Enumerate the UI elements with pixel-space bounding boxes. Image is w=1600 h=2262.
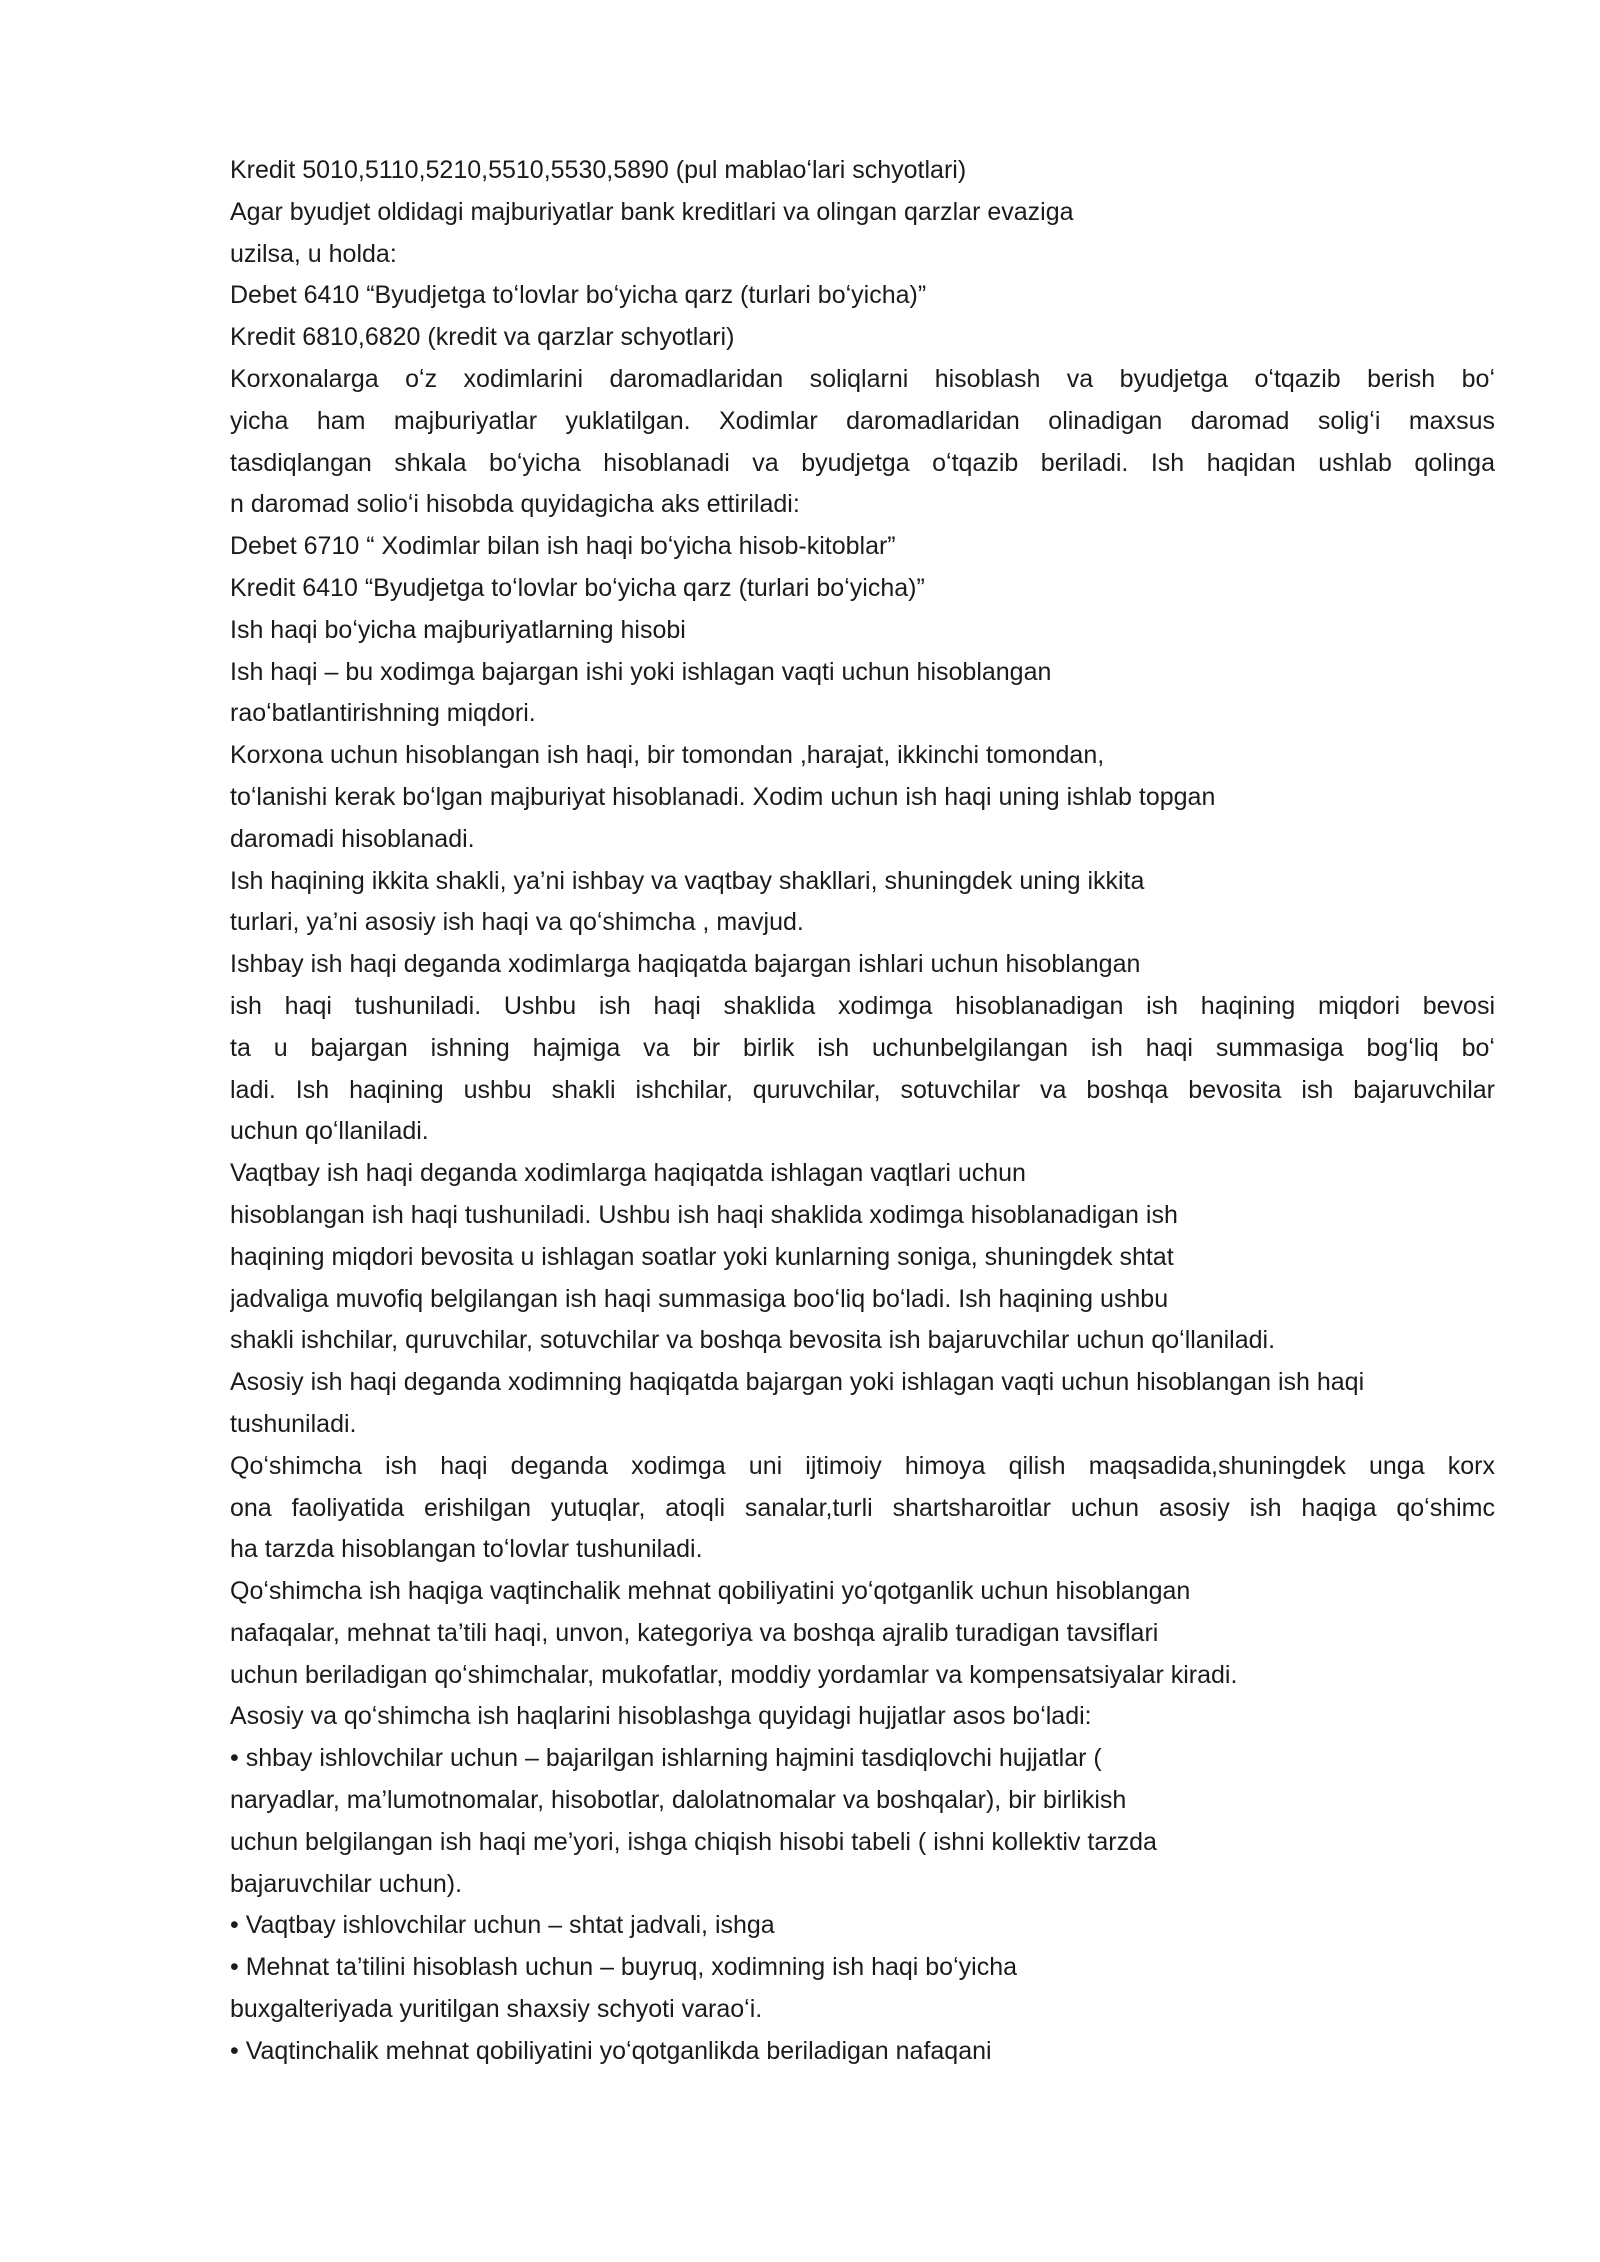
- document-line: Vaqtbay ish haqi deganda xodimlarga haqiqatda ishlagan vaqtlari uchun: [230, 1159, 1026, 1188]
- document-line: daromadi hisoblanadi.: [230, 824, 475, 853]
- document-line: Kredit 6810,6820 (kredit va qarzlar schyotlari): [230, 323, 735, 352]
- document-line: Asosiy va qoʻshimcha ish haqlarini hisoblashga quyidagi hujjatlar asos boʻladi:: [230, 1702, 1092, 1731]
- document-line: Kredit 6410 “Byudjetga toʻlovlar boʻyicha qarz (turlari boʻyicha)”: [230, 573, 925, 602]
- document-line: Ish haqining ikkita shakli, ya’ni ishbay va vaqtbay shakllari, shuningdek uning ikkita: [230, 866, 1145, 895]
- document-line: uchun belgilangan ish haqi me’yori, ishga chiqish hisobi tabeli ( ishni kollektiv tarzda: [230, 1827, 1157, 1856]
- document-line: • shbay ishlovchilar uchun – bajarilgan ishlarning hajmini tasdiqlovchi hujjatlar (: [230, 1744, 1102, 1773]
- document-line: tasdiqlangan shkala boʻyicha hisoblanadi va byudjetga oʻtqazib beriladi. Ish haqidan ushlab qolinga: [230, 448, 1495, 477]
- document-line: bajaruvchilar uchun).: [230, 1869, 463, 1898]
- document-line: shakli ishchilar, quruvchilar, sotuvchilar va boshqa bevosita ish bajaruvchilar uchun qoʻllaniladi.: [230, 1326, 1276, 1355]
- document-line: uchun beriladigan qoʻshimchalar, mukofatlar, moddiy yordamlar va kompensatsiyalar kiradi.: [230, 1660, 1238, 1689]
- document-line: ha tarzda hisoblangan toʻlovlar tushuniladi.: [230, 1535, 703, 1564]
- document-line: ona faoliyatida erishilgan yutuqlar, atoqli sanalar,turli shartsharoitlar uchun asosiy ish haqiga qoʻshimc: [230, 1493, 1495, 1522]
- document-line: buxgalteriyada yuritilgan shaxsiy schyoti varaoʻi.: [230, 1995, 763, 2024]
- document-line: • Vaqtinchalik mehnat qobiliyatini yoʻqotganlikda beriladigan nafaqani: [230, 2036, 992, 2065]
- document-line: uzilsa, u holda:: [230, 239, 397, 268]
- document-line: Agar byudjet oldidagi majburiyatlar bank kreditlari va olingan qarzlar evaziga: [230, 197, 1074, 226]
- document-line: ta u bajargan ishning hajmiga va bir birlik ish uchunbelgilangan ish haqi summasiga bogʻliq boʻ: [230, 1033, 1495, 1062]
- document-line: Korxona uchun hisoblangan ish haqi, bir tomondan ,harajat, ikkinchi tomondan,: [230, 741, 1105, 770]
- document-line: Debet 6410 “Byudjetga toʻlovlar boʻyicha qarz (turlari boʻyicha)”: [230, 281, 927, 310]
- document-line: toʻlanishi kerak boʻlgan majburiyat hisoblanadi. Xodim uchun ish haqi uning ishlab topgan: [230, 782, 1216, 811]
- document-line: Ish haqi – bu xodimga bajargan ishi yoki ishlagan vaqti uchun hisoblangan: [230, 657, 1052, 686]
- document-line: Debet 6710 “ Xodimlar bilan ish haqi boʻyicha hisob-kitoblar”: [230, 532, 896, 561]
- document-body: [230, 150, 1495, 2073]
- document-line: ish haqi tushuniladi. Ushbu ish haqi shaklida xodimga hisoblanadigan ish haqining miqdori bevosi: [230, 991, 1495, 1020]
- document-line: n daromad solioʻi hisobda quyidagicha aks ettiriladi:: [230, 490, 800, 519]
- document-line: jadvaliga muvofiq belgilangan ish haqi summasiga booʻliq boʻladi. Ish haqining ushbu: [230, 1284, 1169, 1313]
- document-line: Kredit 5010,5110,5210,5510,5530,5890 (pul mablaoʻlari schyotlari): [230, 156, 967, 184]
- document-line: Ish haqi boʻyicha majburiyatlarning hisobi: [230, 615, 686, 644]
- document-line: Ishbay ish haqi deganda xodimlarga haqiqatda bajargan ishlari uchun hisoblangan: [230, 950, 1141, 979]
- document-line: • Vaqtbay ishlovchilar uchun – shtat jadvali, ishga: [230, 1911, 775, 1940]
- document-line: nafaqalar, mehnat ta’tili haqi, unvon, kategoriya va boshqa ajralib turadigan tavsiflari: [230, 1618, 1159, 1647]
- document-line: Korxonalarga oʻz xodimlarini daromadlaridan soliqlarni hisoblash va byudjetga oʻtqazib berish boʻ: [230, 364, 1495, 393]
- document-line: ladi. Ish haqining ushbu shakli ishchilar, quruvchilar, sotuvchilar va boshqa bevosita ish bajaruvchilar: [230, 1075, 1495, 1104]
- document-line: Qoʻshimcha ish haqi deganda xodimga uni ijtimoiy himoya qilish maqsadida,shuningdek unga korx: [230, 1451, 1495, 1480]
- document-line: tushuniladi.: [230, 1409, 357, 1438]
- document-line: hisoblangan ish haqi tushuniladi. Ushbu ish haqi shaklida xodimga hisoblanadigan ish: [230, 1200, 1178, 1229]
- document-line: naryadlar, ma’lumotnomalar, hisobotlar, dalolatnomalar va boshqalar), bir birlikish: [230, 1786, 1127, 1815]
- document-line: turlari, ya’ni asosiy ish haqi va qoʻshimcha , mavjud.: [230, 908, 804, 937]
- document-line: Qoʻshimcha ish haqiga vaqtinchalik mehnat qobiliyatini yoʻqotganlik uchun hisoblangan: [230, 1577, 1191, 1606]
- document-line: yicha ham majburiyatlar yuklatilgan. Xodimlar daromadlaridan olinadigan daromad soligʻi maxsus: [230, 406, 1495, 435]
- document-line: raoʻbatlantirishning miqdori.: [230, 699, 536, 728]
- document-line: haqining miqdori bevosita u ishlagan soatlar yoki kunlarning soniga, shuningdek shtat: [230, 1242, 1174, 1271]
- document-line: • Mehnat ta’tilini hisoblash uchun – buyruq, xodimning ish haqi boʻyicha: [230, 1953, 1017, 1982]
- document-line: Asosiy ish haqi deganda xodimning haqiqatda bajargan yoki ishlagan vaqti uchun hisoblangan ish haqi: [230, 1368, 1365, 1397]
- document-line: uchun qoʻllaniladi.: [230, 1117, 429, 1146]
